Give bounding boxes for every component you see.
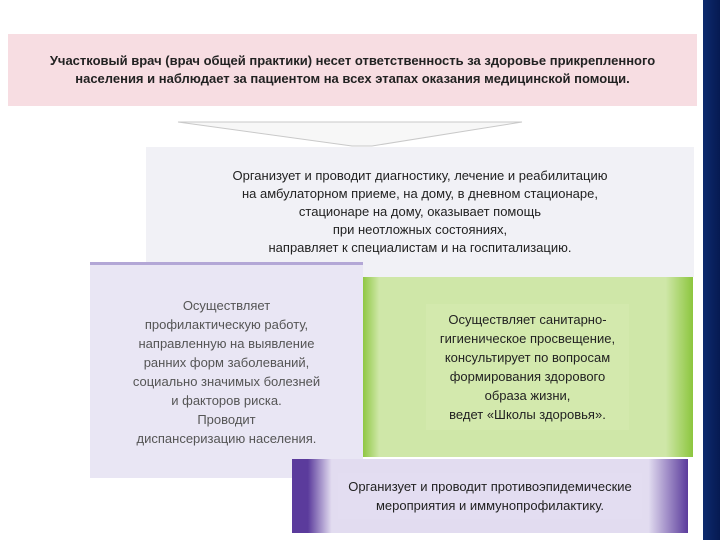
prevention-text: Осуществляет профилактическую работу, направленную на выявление ранних форм заболеваний, социально значимых болезней и факторов риска. Проводит диспансеризацию населения. (132, 297, 321, 446)
responsibility-text: Участковый врач (врач общей практики) несет ответственность за здоровье прикрепленного населения и наблюдает за пациентом на всех этапах оказания медицинской помощи. (49, 53, 656, 86)
epidemic-box (292, 459, 688, 533)
education-box (352, 277, 693, 457)
education-text: Осуществляет санитарно- гигиеническое просвещение, консультирует по вопросам формирования здорового образа жизни, ведет «Школы здоровья». (426, 304, 629, 430)
diagnostics-box (146, 147, 694, 277)
prevention-box (90, 262, 363, 478)
diagnostics-text: Организует и проводит диагностику, лечение и реабилитацию на амбулаторном приеме, на дому, в дневном стационаре, стационаре на дому, оказывает помощь при неотложных состояниях, направляет к специалистам и на госпитализацию. (232, 168, 608, 255)
slide-side-bar (703, 0, 720, 540)
epidemic-text: Организует и проводит противоэпидемические мероприятия и иммунопрофилактику. (338, 473, 642, 519)
responsibility-box (8, 34, 697, 106)
